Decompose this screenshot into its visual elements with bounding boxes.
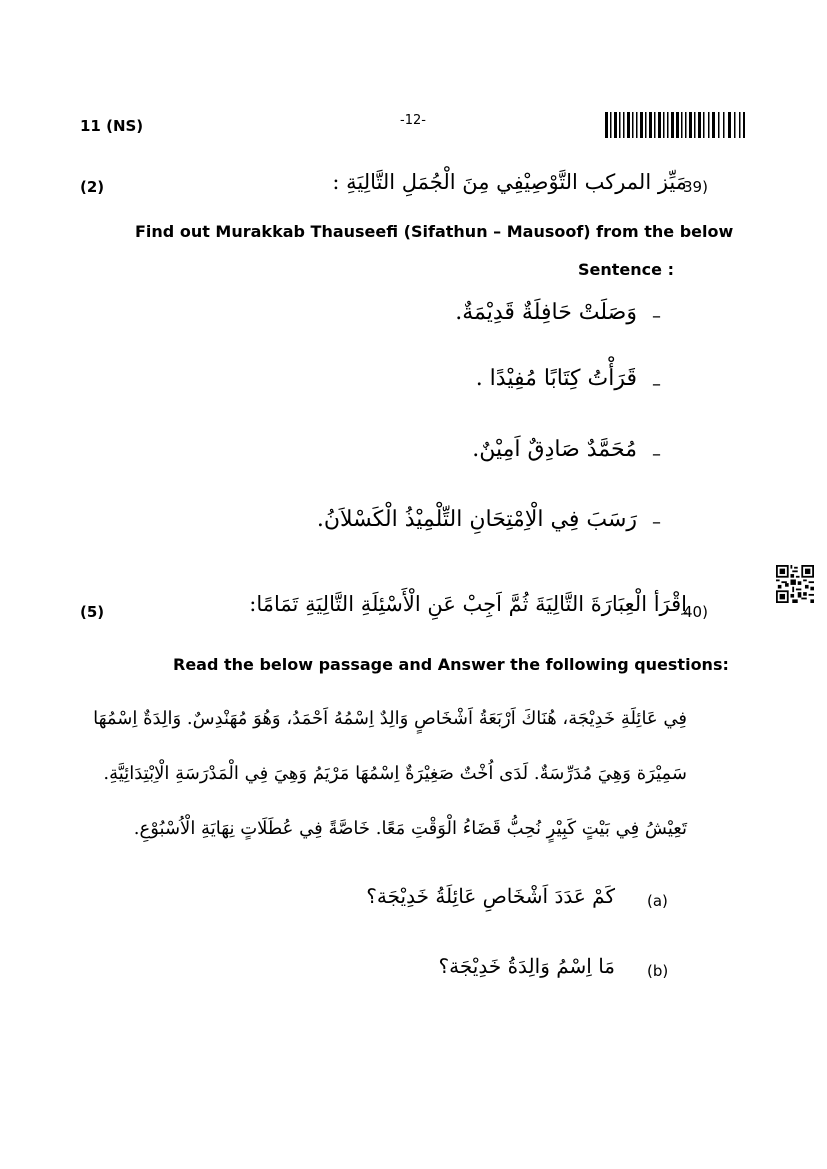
q39-english-instruction-1: Find out Murakkab Thauseefi (Sifathun – Mausoof) from the below	[135, 222, 734, 241]
question-b-label: (b)	[647, 962, 669, 980]
q39-item-3: مُحَمَّدٌ صَادِقٌ اَمِيْنٌ.	[472, 437, 637, 462]
barcode-icon	[605, 112, 745, 138]
q40-marks: (5)	[80, 603, 105, 621]
passage-line-1: فِي عَائِلَةِ خَدِيْجَة، هُنَاكَ اَرْبَعَةُ اَشْخَاصٍ وَالِدٌ اِسْمُهُ اَحْمَدُ، وَهُوَ مُهَنْدِسٌ. وَالِدَةٌ اِسْمُهَا	[93, 708, 687, 729]
page-code: 11 (NS)	[80, 117, 144, 135]
q39-item-2-dash: –	[652, 374, 661, 395]
q39-arabic-instruction: مَيِّز المركب التَّوْصِيْفِي مِنَ الْجُمَلِ التَّالِيَةِ :	[332, 170, 687, 194]
q40-english-instruction: Read the below passage and Answer the following questions:	[173, 655, 729, 674]
q39-number: 39)	[683, 178, 708, 196]
passage-line-2: سَمِيْرَة وَهِيَ مُدَرِّسَةٌ. لَدَى اُخْتٌ صَغِيْرَةٌ اِسْمُهَا مَرْيَمُ وَهِيَ فِي الْمَدْرَسَةِ الْاِبْتِدَائِيَّةِ.	[103, 763, 687, 784]
q39-item-4-dash: –	[652, 512, 661, 533]
question-b: مَا اِسْمُ وَالِدَةُ خَدِيْجَة؟	[438, 954, 615, 978]
question-a-label: (a)	[647, 892, 668, 910]
q40-arabic-instruction: اِقْرَأ الْعِبَارَةَ التَّالِيَةَ ثُمَّ اَجِبْ عَنِ الْأَسْئِلَةِ التَّالِيَةِ تَمَامًا:	[249, 592, 687, 616]
q39-item-4: رَسَبَ فِي الْاِمْتِحَانِ التِّلْمِيْذُ الْكَسْلاَنُ.	[316, 507, 637, 532]
q39-item-1: وَصَلَتْ حَافِلَةٌ قَدِيْمَةٌ.	[455, 300, 637, 325]
q39-english-instruction-2: Sentence :	[578, 260, 674, 279]
passage-line-3: تَعِيْشُ فِي بَيْتٍ كَبِيْرٍ نُحِبُّ قَضَاءُ الْوَقْتِ مَعًا. خَاصَّةً فِي عُطَلَاتٍ نِهَايَةِ الْاُسْبُوْعِ.	[133, 818, 687, 839]
q39-marks: (2)	[80, 178, 105, 196]
q39-item-2: قَرَأْتُ كِتَابًا مُفِيْدًا .	[475, 366, 637, 391]
q40-number: 40)	[683, 603, 708, 621]
qr-code-icon	[776, 565, 814, 603]
page-number: -12-	[400, 113, 426, 128]
q39-item-3-dash: –	[652, 444, 661, 465]
q39-item-1-dash: –	[652, 306, 661, 327]
question-a: كَمْ عَدَدَ اَشْخَاصِ عَائِلَةُ خَدِيْجَة؟	[366, 884, 615, 908]
